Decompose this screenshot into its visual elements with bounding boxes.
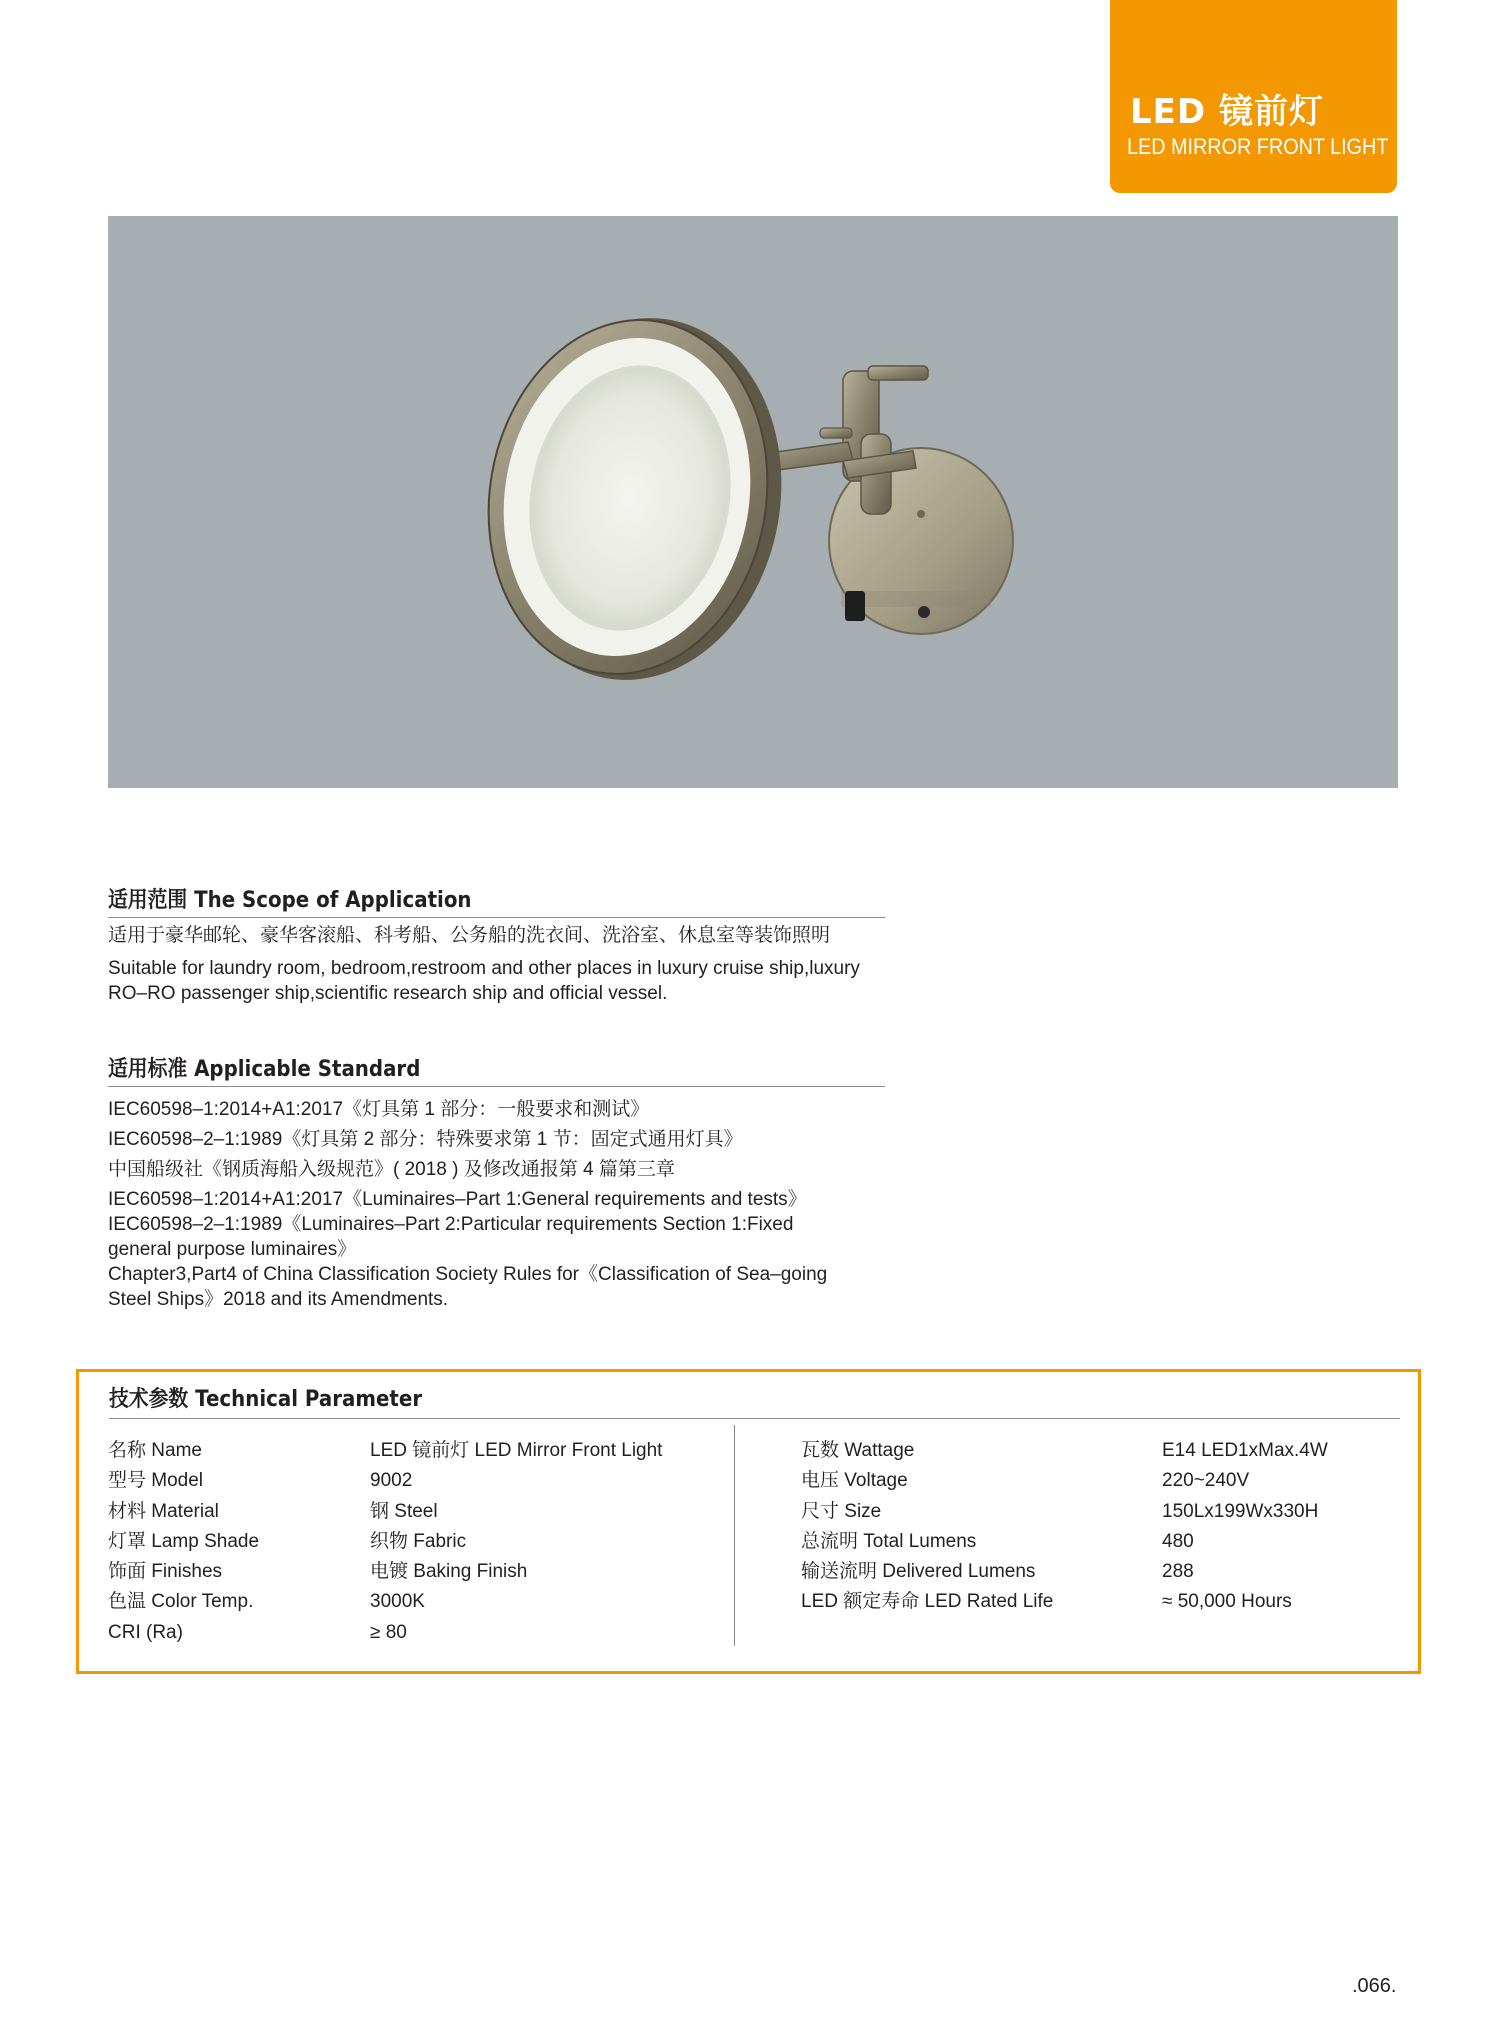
standard-line: IEC60598–2–1:1989《灯具第 2 部分：特殊要求第 1 节：固定式通用灯具》	[108, 1129, 743, 1150]
param-value: LED 镜前灯 LED Mirror Front Light	[370, 1440, 663, 1461]
param-value: 织物 Fabric	[370, 1530, 467, 1552]
scope-line: RO–RO passenger ship,scientific research ship and official vessel.	[108, 983, 668, 1004]
param-value: 220~240V	[1162, 1470, 1250, 1492]
standard-line: general purpose luminaires》	[108, 1239, 357, 1260]
param-label: LED 额定寿命 LED Rated Life	[801, 1591, 1054, 1613]
param-value: 480	[1162, 1530, 1194, 1552]
scope-heading: 适用范围 The Scope of Application	[108, 888, 472, 913]
param-label: 电压 Voltage	[801, 1470, 908, 1492]
param-label: 总流明 Total Lumens	[801, 1530, 977, 1552]
param-value: ≈ 50,000 Hours	[1162, 1591, 1292, 1613]
param-label: 饰面 Finishes	[108, 1561, 223, 1583]
standard-line: 中国船级社《钢质海船入级规范》( 2018 ) 及修改通报第 4 篇第三章	[108, 1159, 675, 1180]
scope-text	[108, 923, 898, 1006]
left-labels	[108, 1436, 259, 1648]
standard-heading: 适用标准 Applicable Standard	[108, 1057, 421, 1082]
parameter-heading: 技术参数 Technical Parameter	[109, 1387, 423, 1412]
param-label: 瓦数 Wattage	[801, 1440, 915, 1461]
param-value: 150Lx199Wx330H	[1162, 1500, 1319, 1522]
parameter-divider	[109, 1418, 1400, 1419]
param-value: 电镀 Baking Finish	[370, 1561, 528, 1583]
column-divider	[734, 1425, 735, 1646]
standard-divider	[108, 1086, 885, 1087]
page-number: .066.	[1352, 1975, 1397, 1997]
param-value: E14 LED1xMax.4W	[1162, 1440, 1328, 1461]
category-subtitle: LED MIRROR FRONT LIGHT	[1127, 134, 1389, 159]
scope-line: 适用于豪华邮轮、豪华客滚船、科考船、公务船的洗衣间、洗浴室、休息室等装饰照明	[108, 925, 831, 946]
scope-line: Suitable for laundry room, bedroom,restroom and other places in luxury cruise ship,luxury	[108, 958, 860, 979]
standard-line: Steel Ships》2018 and its Amendments.	[108, 1289, 449, 1310]
param-value: 288	[1162, 1561, 1194, 1583]
category-tab	[1110, 0, 1397, 193]
param-label: 材料 Material	[108, 1500, 219, 1522]
technical-parameter-box	[76, 1369, 1421, 1674]
left-values	[370, 1436, 662, 1648]
param-label: 尺寸 Size	[801, 1500, 882, 1522]
param-label: 输送流明 Delivered Lumens	[801, 1561, 1036, 1583]
category-title: LED 镜前灯	[1130, 92, 1324, 132]
param-value: 3000K	[370, 1591, 425, 1613]
standard-line: Chapter3,Part4 of China Classification Society Rules for《Classification of Sea–going	[108, 1264, 828, 1285]
product-photo	[108, 216, 1398, 788]
right-labels	[801, 1436, 1053, 1618]
standard-text	[108, 1097, 898, 1312]
standard-line: IEC60598–1:2014+A1:2017《灯具第 1 部分：一般要求和测试》	[108, 1099, 650, 1120]
param-value: 钢 Steel	[370, 1500, 438, 1522]
param-label: 灯罩 Lamp Shade	[108, 1530, 260, 1552]
standard-line: IEC60598–1:2014+A1:2017《Luminaires–Part 1:General requirements and tests》	[108, 1189, 807, 1210]
param-value: ≥ 80	[370, 1621, 407, 1643]
standard-line: IEC60598–2–1:1989《Luminaires–Part 2:Particular requirements Section 1:Fixed	[108, 1214, 794, 1235]
scope-divider	[108, 917, 885, 918]
param-label: 型号 Model	[108, 1470, 204, 1492]
param-label: 色温 Color Temp.	[108, 1591, 254, 1613]
right-values	[1162, 1436, 1328, 1618]
param-label: 名称 Name	[108, 1440, 202, 1461]
param-value: 9002	[370, 1470, 413, 1492]
param-label: CRI (Ra)	[108, 1621, 183, 1643]
mirror-light-illustration	[108, 216, 1398, 788]
